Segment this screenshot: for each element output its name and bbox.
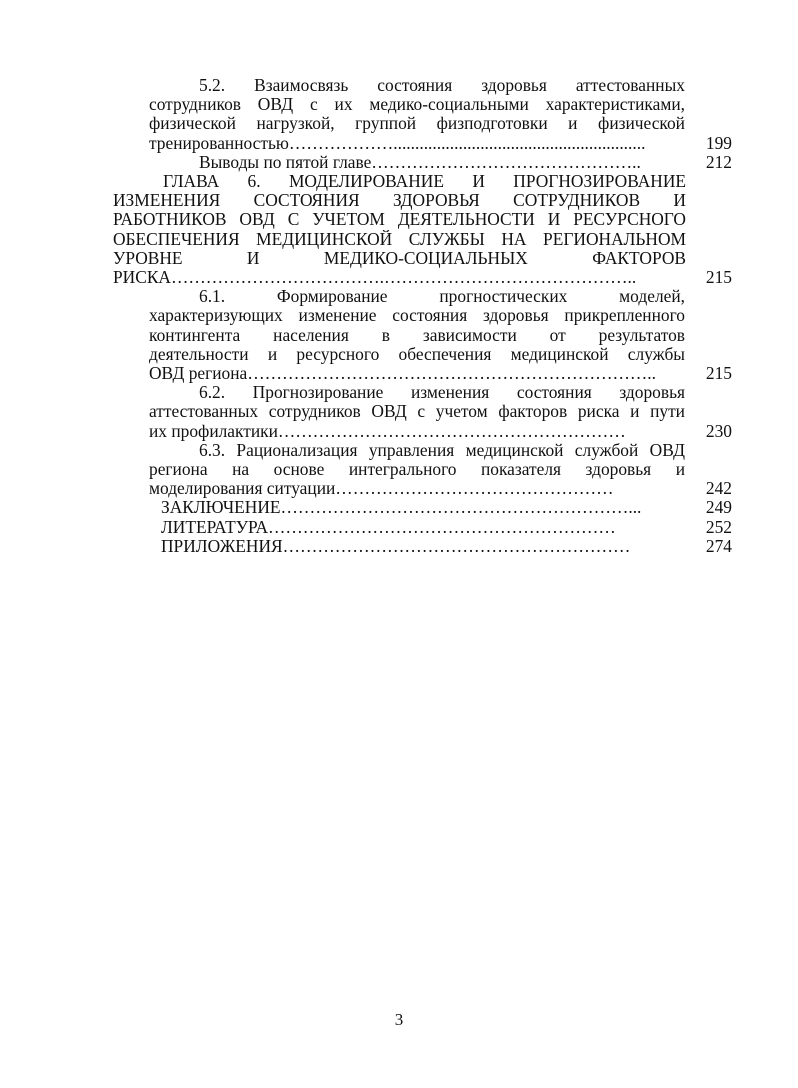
table-of-contents	[0, 76, 798, 556]
toc-entry-chapter-6	[0, 172, 798, 287]
toc-line: физической нагрузкой, группой физподготовки и физической	[149, 114, 685, 134]
toc-line: деятельности и ресурсного обеспечения медицинской службы	[149, 344, 685, 364]
toc-page-number: 274	[705, 535, 732, 556]
toc-page-number: 212	[705, 151, 732, 172]
toc-line: Выводы по пятой главе………………………………………..	[199, 152, 641, 172]
toc-page-number: 230	[705, 420, 732, 441]
toc-entry-appendices	[0, 537, 798, 556]
toc-line: 6.2. Прогнозирование изменения состояния здоровья	[199, 383, 685, 403]
toc-line: сотрудников ОВД с их медико-социальными характеристиками,	[149, 95, 685, 115]
toc-page-number: 252	[705, 516, 732, 537]
toc-line: 6.3. Рационализация управления медицинской службой ОВД	[199, 440, 685, 460]
toc-entry-literature	[0, 518, 798, 537]
toc-entry-6-3	[0, 441, 798, 499]
page-number: 3	[394, 1010, 404, 1029]
toc-line: ПРИЛОЖЕНИЯ……………………………………………………	[161, 536, 631, 556]
toc-entry-6-2	[0, 383, 798, 441]
toc-page-number: 215	[705, 266, 732, 287]
toc-line: тренированностью………………..........................................................	[149, 133, 646, 153]
toc-line: контингента населения в зависимости от результатов	[149, 325, 685, 345]
toc-page-number: 215	[705, 362, 732, 383]
toc-line: ЛИТЕРАТУРА……………………………………………………	[161, 517, 616, 537]
toc-line: моделирования ситуации…………………………………………	[149, 479, 614, 499]
toc-line: ОВД региона……………………………………………………………..	[149, 363, 656, 383]
toc-line: ЗАКЛЮЧЕНИЕ……………………………………………………...	[161, 498, 642, 518]
toc-line: ОБЕСПЕЧЕНИЯ МЕДИЦИНСКОЙ СЛУЖБЫ НА РЕГИОНАЛЬНОМ	[113, 229, 686, 249]
toc-line: их профилактики……………………………………………………	[149, 421, 626, 441]
toc-line: УРОВНЕ И МЕДИКО-СОЦИАЛЬНЫХ ФАКТОРОВ	[113, 248, 686, 268]
toc-page-number: 199	[705, 132, 732, 153]
toc-entry-6-1	[0, 287, 798, 383]
toc-line: аттестованных сотрудников ОВД с учетом факторов риска и пути	[149, 402, 685, 422]
toc-line: 6.1. Формирование прогностических моделей,	[199, 287, 685, 307]
toc-line: региона на основе интегрального показателя здоровья и	[149, 459, 685, 479]
toc-page-number: 242	[705, 478, 732, 499]
toc-entry-conclusion	[0, 498, 798, 517]
toc-line: РИСКА……………………………….……………………………………..	[113, 267, 637, 287]
toc-entry-5-2	[0, 76, 798, 153]
toc-entry-conclusions-5	[0, 153, 798, 172]
toc-line: РАБОТНИКОВ ОВД С УЧЕТОМ ДЕЯТЕЛЬНОСТИ И РЕСУРСНОГО	[113, 210, 686, 230]
toc-line: характеризующих изменение состояния здоровья прикрепленного	[149, 306, 685, 326]
toc-line: ИЗМЕНЕНИЯ СОСТОЯНИЯ ЗДОРОВЬЯ СОТРУДНИКОВ И	[113, 191, 686, 211]
toc-line: 5.2. Взаимосвязь состояния здоровья аттестованных	[199, 76, 685, 95]
toc-line: ГЛАВА 6. МОДЕЛИРОВАНИЕ И ПРОГНОЗИРОВАНИЕ	[163, 171, 686, 191]
toc-page-number: 249	[705, 497, 732, 518]
